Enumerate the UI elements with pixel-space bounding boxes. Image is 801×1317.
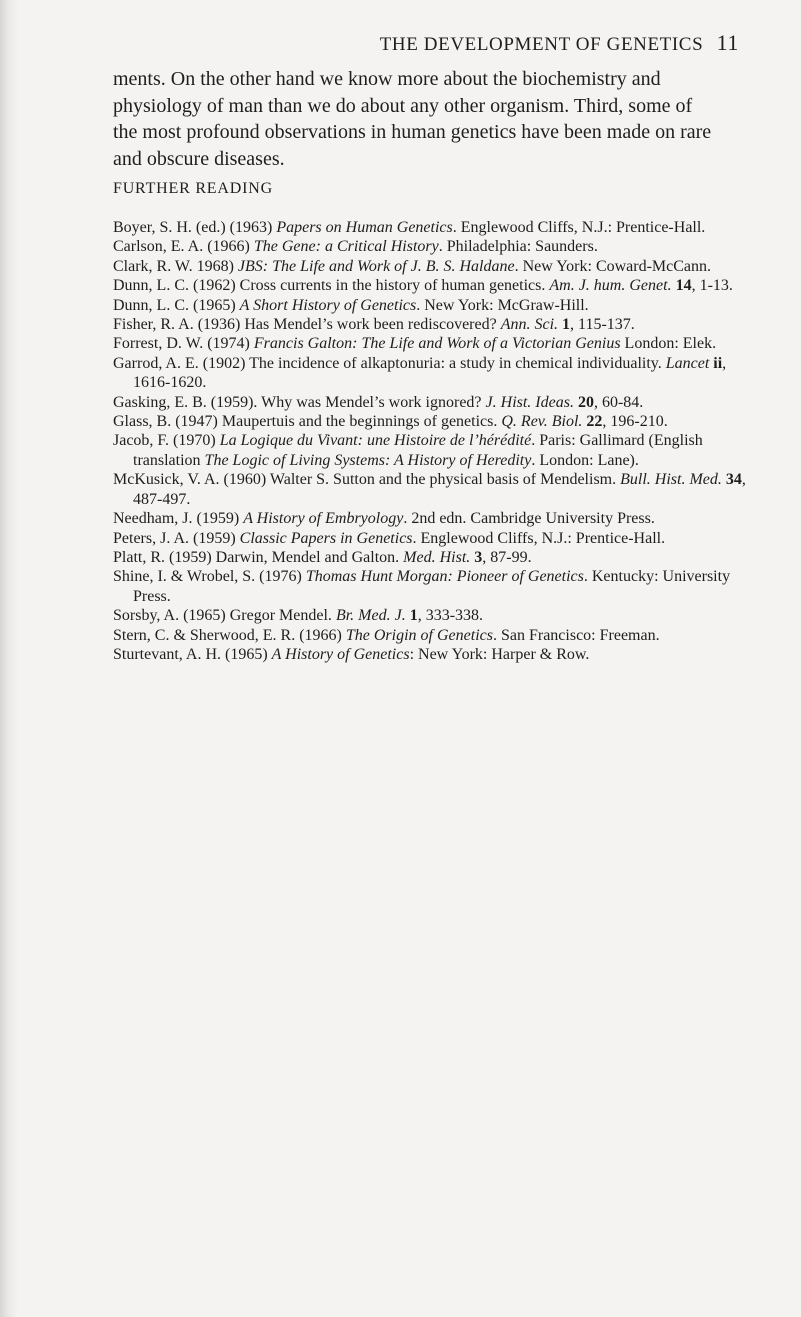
reference-entry [113, 645, 763, 664]
reference-entry [113, 509, 763, 528]
reference-entry [113, 218, 763, 237]
reference-text: , 1616-1620. [133, 354, 727, 392]
reference-title: Thomas Hunt Morgan: Pioneer of Genetics [305, 568, 584, 586]
reference-text: . San Francisco: Freeman. [492, 626, 660, 644]
reference-entry [113, 412, 763, 431]
reference-volume: 34 [725, 471, 742, 489]
reference-text: Dunn, L. C. (1962) Cross currents in the history of human genetics. [113, 277, 550, 295]
reference-title: The Origin of Genetics [345, 626, 493, 644]
reference-text: Boyer, S. H. (ed.) (1963) [113, 219, 277, 236]
reference-text: . Philadelphia: Saunders. [438, 238, 598, 256]
reference-text: : New York: Harper & Row. [409, 645, 590, 663]
reference-text: , 196-210. [602, 413, 668, 431]
reference-title: Med. Hist. [403, 548, 471, 566]
reference-title: Am. J. hum. Genet. [549, 277, 672, 295]
reference-title: Papers on Human Genetics [276, 219, 453, 236]
reference-title: Ann. Sci. [500, 316, 559, 334]
reference-title: A History of Genetics [271, 645, 410, 663]
reference-text: Sorsby, A. (1965) Gregor Mendel. [113, 607, 336, 625]
reference-entry [113, 393, 763, 412]
reference-text: Jacob, F. (1970) [113, 432, 220, 450]
page-number: 11 [716, 30, 739, 55]
reference-title: La Logique du Vivant: une Histoire de l’hérédité [219, 432, 532, 450]
reference-title: Classic Papers in Genetics [239, 529, 413, 547]
reference-text: Peters, J. A. (1959) [113, 529, 240, 547]
reference-text: . Englewood Cliffs, N.J.: Prentice-Hall. [452, 219, 706, 236]
page-binding-edge [0, 0, 18, 1317]
reference-text: . London: Lane). [531, 451, 639, 469]
reference-text: Shine, I. & Wrobel, S. (1976) [113, 568, 306, 586]
reference-text: , 487-497. [133, 471, 746, 508]
reference-title: JBS: The Life and Work of J. B. S. Haldane [237, 257, 515, 275]
reference-text: Dunn, L. C. (1965) [113, 296, 240, 314]
reference-text: , 1-13. [691, 277, 733, 295]
reference-volume: 22 [586, 413, 603, 431]
reference-text: , 87-99. [482, 548, 532, 566]
reference-title: The Gene: a Critical History [253, 238, 439, 256]
reference-text: London: Elek. [620, 335, 717, 353]
reference-title: Q. Rev. Biol. [501, 413, 583, 431]
reference-list [113, 218, 763, 664]
reference-text: , 60-84. [593, 393, 644, 411]
reference-text: . Kentucky: University Press. [133, 568, 731, 605]
body-paragraph: ments. On the other hand we know more about the biochemistry and physiology of man than we do about any other organism. Third, some of the most profound observations in human genetics have been made on rare and obscure diseases. [113, 68, 712, 170]
running-title: THE DEVELOPMENT OF GENETICS [379, 34, 704, 55]
reference-entry [113, 431, 763, 470]
reference-text: Clark, R. W. 1968) [113, 257, 238, 275]
reference-text: Glass, B. (1947) Maupertuis and the beginnings of genetics. [113, 413, 502, 431]
reference-text: . Englewood Cliffs, N.J.: Prentice-Hall. [412, 529, 666, 547]
reference-entry [113, 237, 763, 256]
reference-title: A Short History of Genetics [239, 296, 417, 314]
reference-entry [113, 548, 763, 567]
reference-title: The Logic of Living Systems: A History of Heredity [204, 451, 532, 469]
reference-entry [113, 334, 763, 353]
reference-entry [113, 567, 763, 606]
reference-text: , 333-338. [417, 607, 484, 625]
reference-entry [113, 354, 763, 393]
reference-text: Garrod, A. E. (1902) The incidence of alkaptonuria: a study in chemical individuality. [113, 354, 666, 372]
reference-entry [113, 470, 763, 509]
reference-entry [113, 276, 763, 295]
reference-text: . New York: McGraw-Hill. [416, 296, 589, 314]
reference-title: Lancet [665, 354, 710, 372]
reference-title: Francis Galton: The Life and Work of a Victorian Genius [253, 335, 621, 353]
reference-title: A History of Embryology [243, 510, 404, 528]
reference-entry [113, 315, 763, 334]
reference-volume: 1 [409, 607, 418, 625]
reference-title: Bull. Hist. Med. [620, 471, 722, 489]
reference-text: . New York: Coward-McCann. [514, 257, 712, 275]
reference-text: , 115-137. [570, 316, 635, 334]
reference-volume: 14 [675, 277, 692, 295]
reference-text: Platt, R. (1959) Darwin, Mendel and Galton. [113, 548, 404, 566]
section-heading: FURTHER READING [113, 180, 273, 197]
reference-text: . 2nd edn. Cambridge University Press. [403, 510, 655, 528]
reference-entry [113, 529, 763, 548]
reference-text: McKusick, V. A. (1960) Walter S. Sutton and the physical basis of Mendelism. [113, 471, 621, 489]
reference-text: . Paris: Gallimard (English translation [133, 432, 703, 469]
reference-text: Fisher, R. A. (1936) Has Mendel’s work been rediscovered? [113, 316, 501, 334]
reference-volume: 1 [562, 316, 571, 334]
reference-volume: 20 [577, 393, 594, 411]
reference-title: Br. Med. J. [335, 607, 406, 625]
reference-text: Needham, J. (1959) [113, 510, 244, 528]
reference-entry [113, 606, 763, 625]
reference-volume: ii [713, 354, 723, 372]
reference-text: Sturtevant, A. H. (1965) [113, 645, 272, 663]
reference-entry [113, 296, 763, 315]
reference-entry [113, 257, 763, 276]
reference-text: Stern, C. & Sherwood, E. R. (1966) [113, 626, 346, 644]
reference-text: Carlson, E. A. (1966) [113, 238, 254, 256]
reference-entry [113, 626, 763, 645]
reference-volume: 3 [474, 548, 483, 566]
reference-text: Forrest, D. W. (1974) [113, 335, 254, 353]
reference-text: Gasking, E. B. (1959). Why was Mendel’s work ignored? [113, 393, 486, 411]
running-header [113, 30, 739, 56]
reference-title: J. Hist. Ideas. [485, 393, 574, 411]
